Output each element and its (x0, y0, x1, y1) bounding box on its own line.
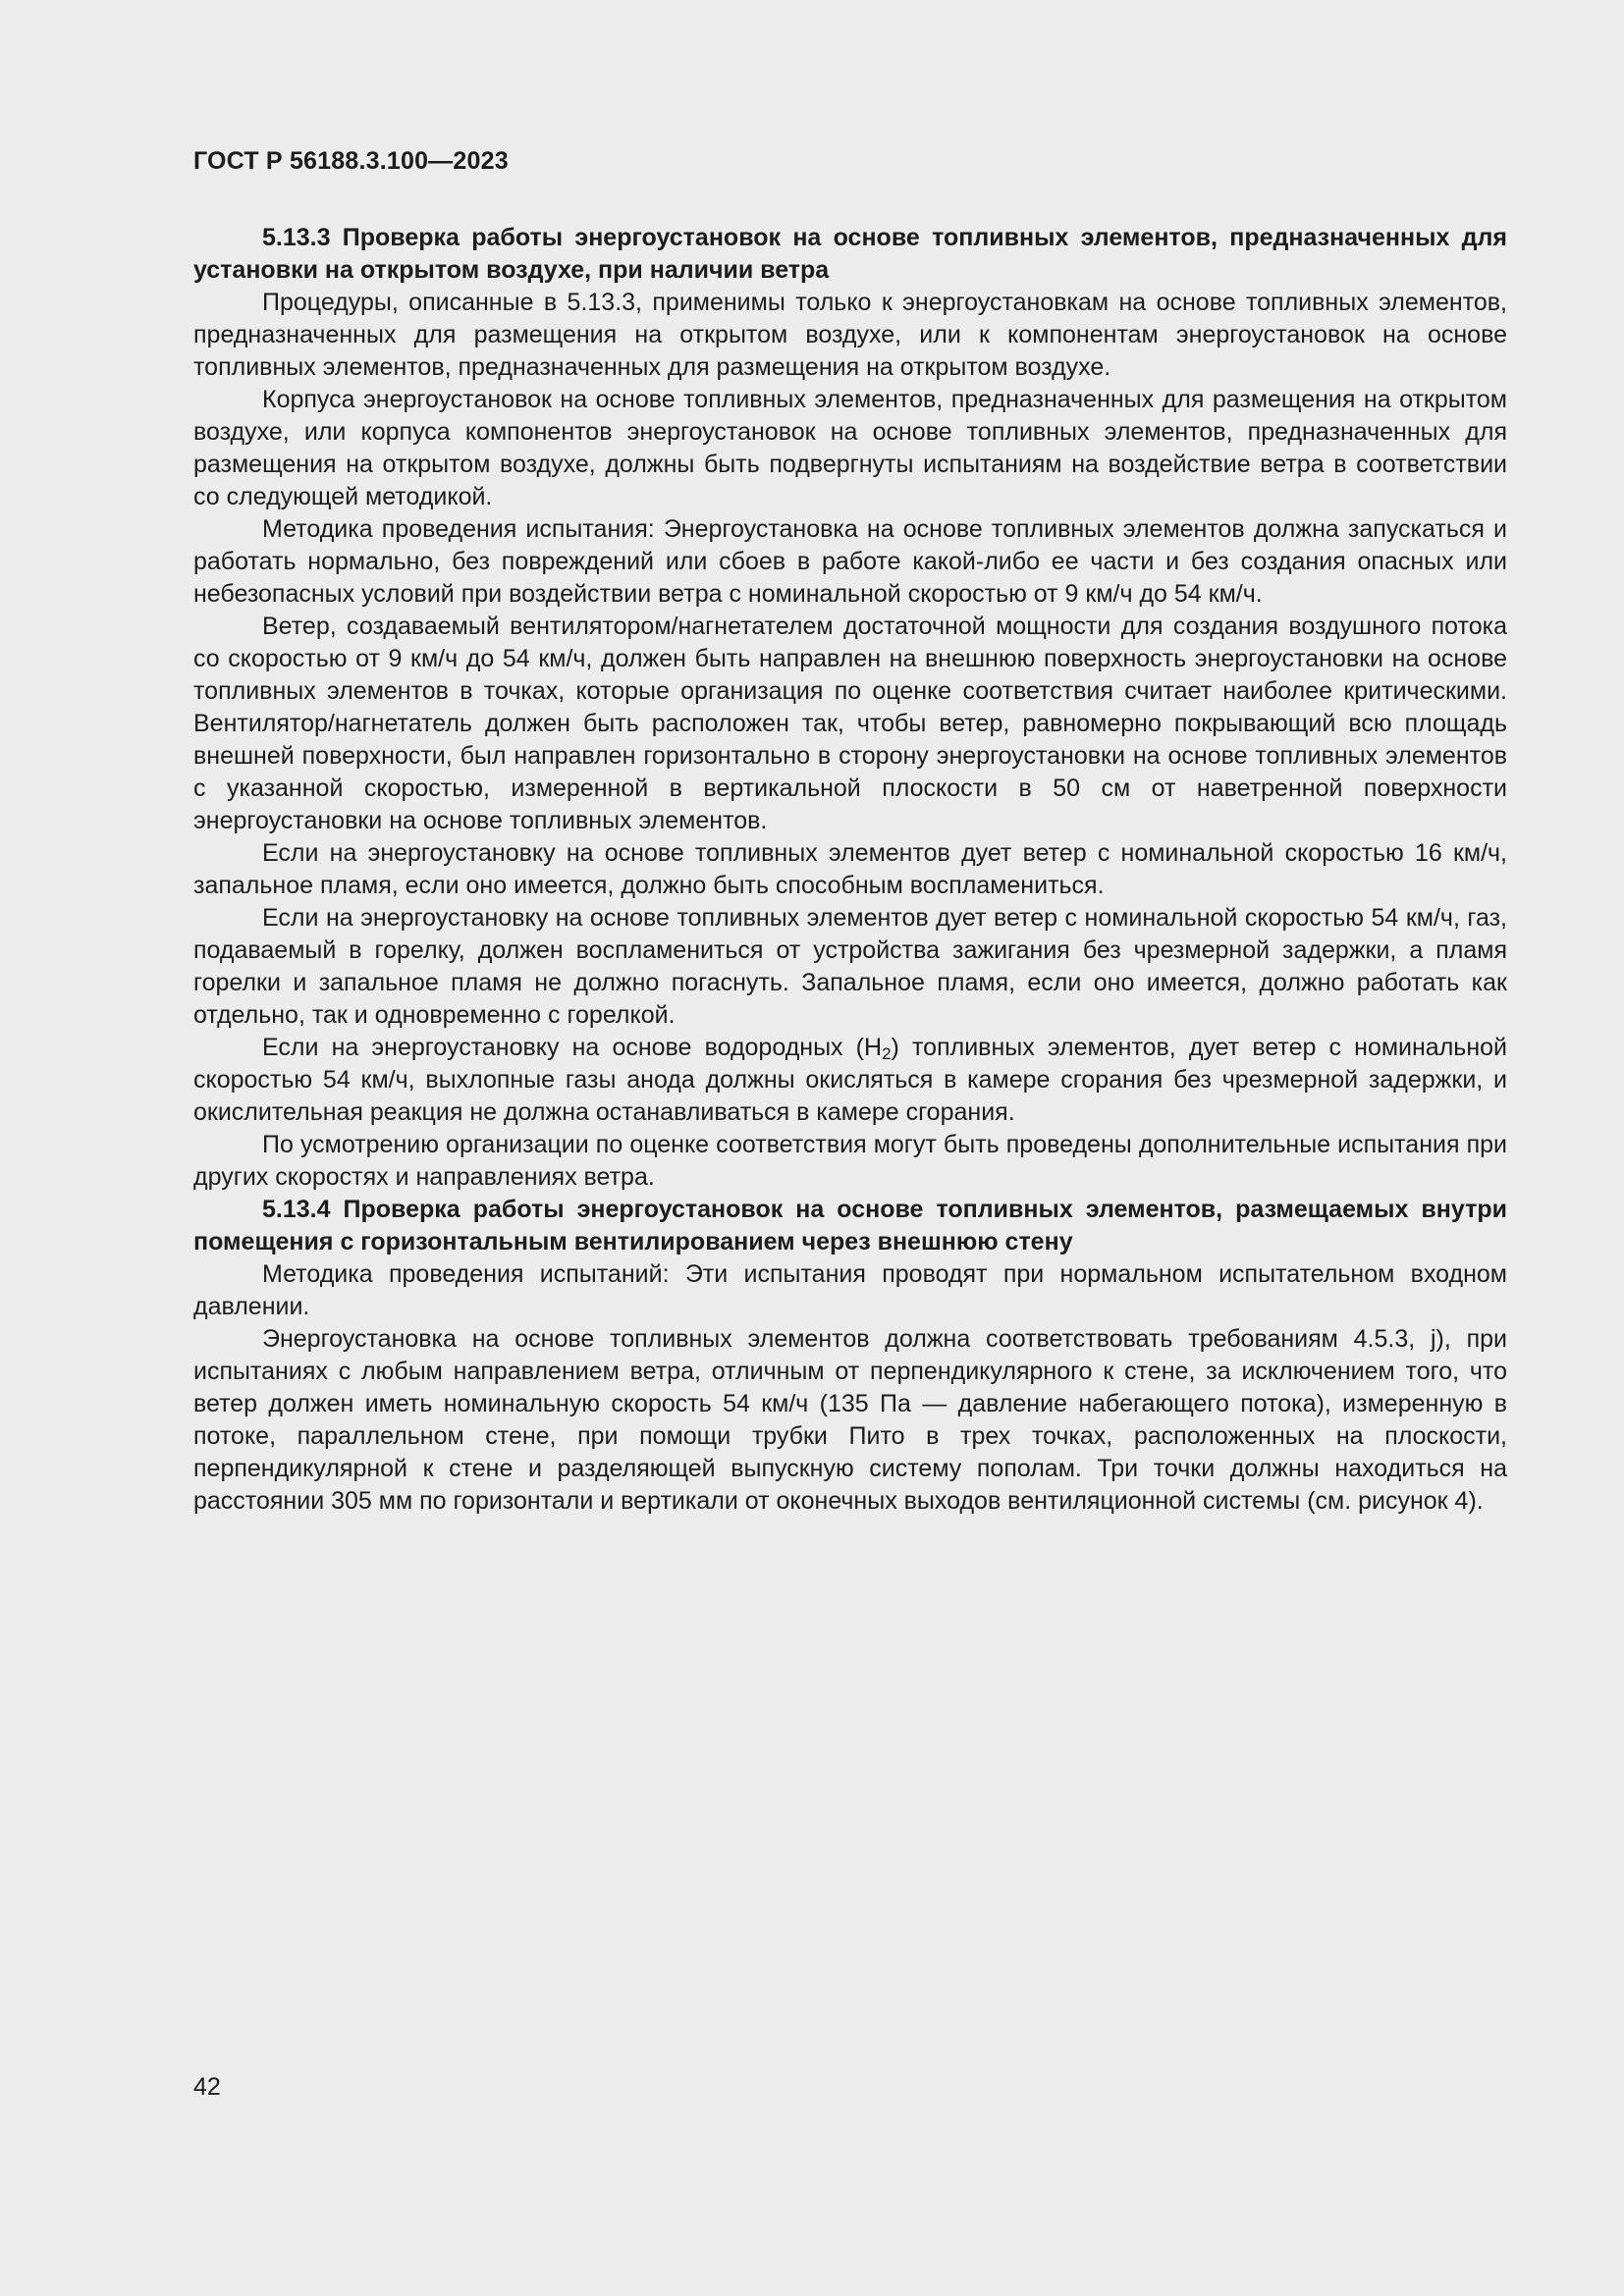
section-heading-5-13-4: 5.13.4 Проверка работы энергоустановок на основе топливных элементов, размещаемых внутри помещения с горизонтальным вентилированием через внешнюю стену (193, 1196, 1507, 1255)
paragraph-wind-source: Ветер, создаваемый вентилятором/нагнетателем достаточной мощности для создания воздушного потока со скоростью от 9 км/ч до 54 км/ч, должен быть направлен на внешнюю поверхность энергоустановки на основе топливных элементов в точках, которые организация по оценке соответствия считает наиболее критическими. Вентилятор/нагнетатель должен быть расположен так, чтобы ветер, равномерно покрывающий всю площадь внешней поверхности, был направлен горизонтально в сторону энергоустановки на основе топливных элементов с указанной скоростью, измеренной в вертикальной плоскости в 50 см от наветренной поверхности энергоустановки на основе топливных элементов. (193, 613, 1507, 834)
paragraph-hydrogen-part-1: Если на энергоустановку на основе водородных (H (262, 1034, 883, 1061)
paragraph-burner-54kmh: Если на энергоустановку на основе топливных элементов дует ветер с номинальной скоростью 54 км/ч, газ, подаваемый в горелку, должен воспламениться от устройства зажигания без чрезмерной задержки, а пламя горелки и запальное пламя не должно погаснуть. Запальное пламя, если оно имеется, должно работать как отдельно, так и одновременно с горелкой. (193, 904, 1507, 1029)
paragraph-hydrogen (193, 1032, 1507, 1129)
paragraph-pilot-flame-16kmh: Если на энергоустановку на основе топливных элементов дует ветер с номинальной скоростью 16 км/ч, запальное пламя, если оно имеется, должно быть способным воспламениться. (193, 839, 1507, 899)
document-body (193, 222, 1507, 1518)
paragraph-requirements: Энергоустановка на основе топливных элементов должна соответствовать требованиям 4.5.3, j), при испытаниях с любым направлением ветра, отличным от перпендикулярного к стене, за исключением того, что ветер должен иметь номинальную скорость 54 км/ч (135 Па — давление набегающего потока), измеренную в потоке, параллельном стене, при помощи трубки Пито в трех точках, расположенных на плоскости, перпендикулярной к стене и разделяющей выпускную систему пополам. Три точки должны находиться на расстоянии 305 мм по горизонтали и вертикали от оконечных выходов вентиляционной системы (см. рисунок 4). (193, 1325, 1507, 1515)
paragraph-scope: Процедуры, описанные в 5.13.3, применимы только к энергоустановкам на основе топливных элементов, предназначенных для размещения на открытом воздухе, или к компонентам энергоустановок на основе топливных элементов, предназначенных для размещения на открытом воздухе. (193, 289, 1507, 381)
section-heading-5-13-3: 5.13.3 Проверка работы энергоустановок на основе топливных элементов, предназначенных для установки на открытом воздухе, при наличии ветра (193, 224, 1507, 284)
hydrogen-subscript: 2 (882, 1044, 892, 1063)
paragraph-test-method-indoor: Методика проведения испытаний: Эти испытания проводят при нормальном испытательном входном давлении. (193, 1260, 1507, 1320)
paragraph-additional-tests: По усмотрению организации по оценке соответствия могут быть проведены дополнительные испытания при других скоростях и направлениях ветра. (193, 1131, 1507, 1191)
paragraph-test-method: Методика проведения испытания: Энергоустановка на основе топливных элементов должна запускаться и работать нормально, без повреждений или сбоев в работе какой-либо ее части и без создания опасных или небезопасных условий при воздействии ветра с номинальной скоростью от 9 км/ч до 54 км/ч. (193, 515, 1507, 608)
paragraph-enclosures: Корпуса энергоустановок на основе топливных элементов, предназначенных для размещения на открытом воздухе, или корпуса компонентов энергоустановок на основе топливных элементов, предназначенных для размещения на открытом воздухе, должны быть подвергнуты испытаниям на воздействие ветра в соответствии со следующей методикой. (193, 386, 1507, 510)
paragraph-hydrogen-part-2: ) топливных элементов, дует ветер с номинальной скоростью 54 км/ч, выхлопные газы анода должны окисляться в камере сгорания без чрезмерной задержки, и окислительная реакция не должна останавливаться в камере сгорания. (193, 1034, 1507, 1126)
page-number: 42 (193, 2073, 221, 2101)
document-code-header: ГОСТ Р 56188.3.100—2023 (193, 147, 509, 175)
